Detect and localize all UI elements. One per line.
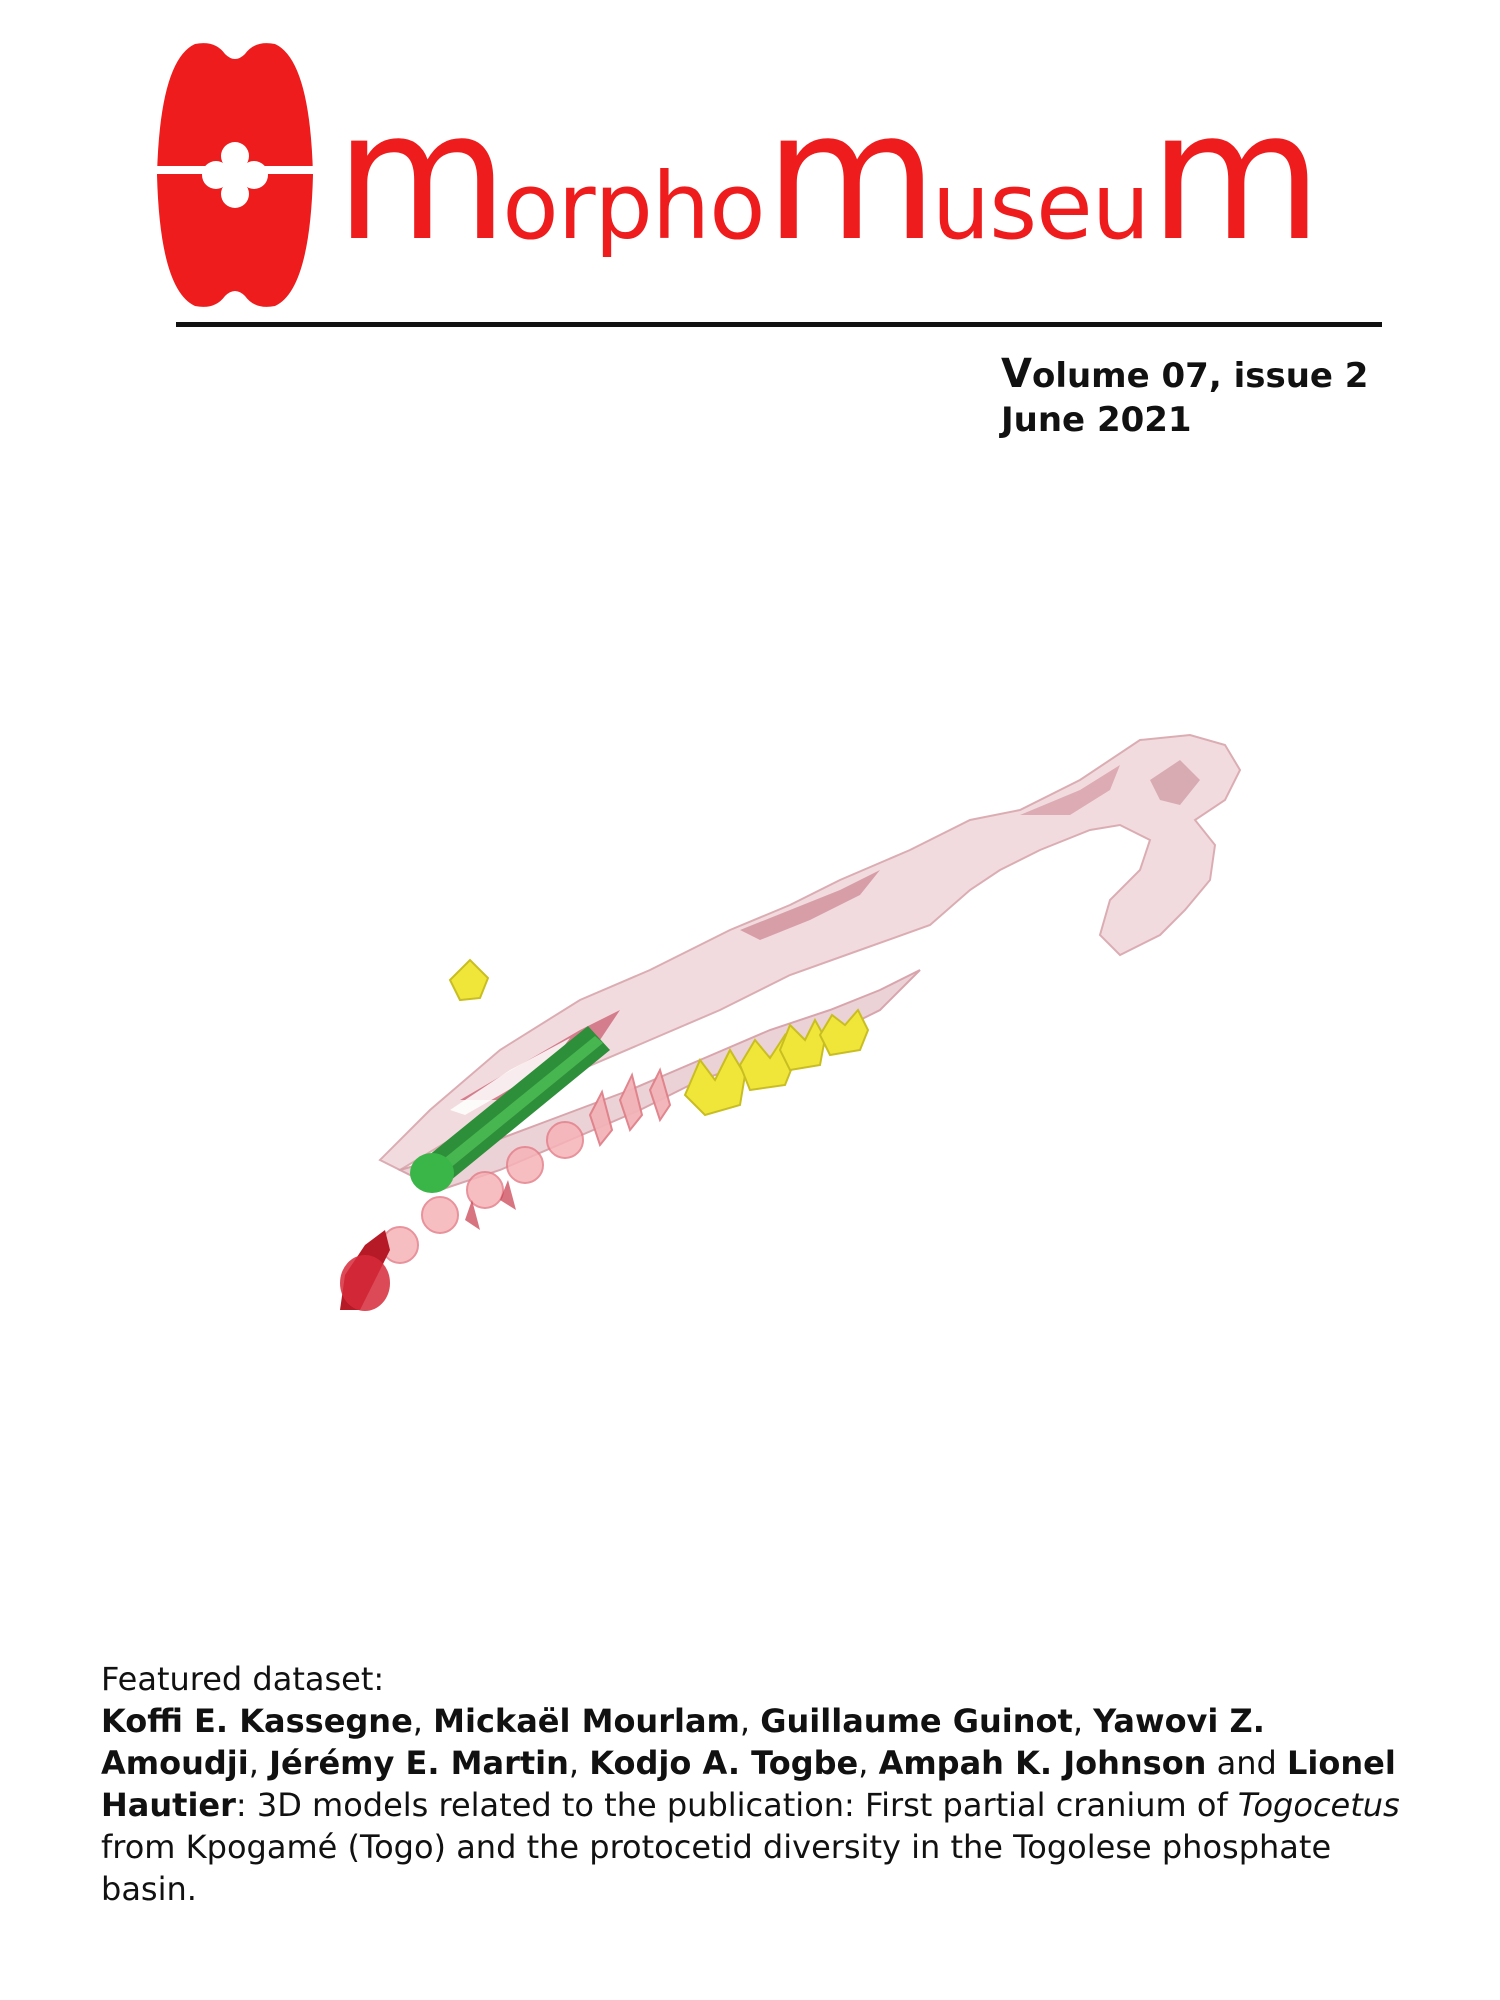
featured-heading: Featured dataset: [101, 1660, 385, 1698]
citation-text: : 3D models related to the publication: First partial cranium of [235, 1786, 1238, 1824]
author-name: Ampah K. Johnson [878, 1744, 1207, 1782]
masthead [155, 40, 1395, 320]
wordmark-m-1: m [335, 73, 503, 280]
wordmark-orpho: orpho [502, 153, 765, 260]
author-name: Kodjo A. Togbe [589, 1744, 859, 1782]
wordmark-m-3: m [1149, 73, 1317, 280]
wordmark-m-2: m [764, 73, 932, 280]
issue-date: June 2021 [1001, 400, 1192, 440]
featured-citation: Koffi E. Kassegne, Mickaël Mourlam, Guillaume Guinot, Yawovi Z. Amoudji, Jérémy E. Martin, Kodjo A. Togbe, Ampah K. Johnson and Lionel Hautier: 3D models related to the publication: First partial cranium of Togocetus from Kpogamé (Togo) and the protocetid diversity in the Togolese phosphate basin. [101, 1702, 1400, 1908]
masthead-divider [176, 322, 1382, 327]
issue-info [1001, 352, 1368, 442]
author-name: Lionel Hautier [101, 1744, 1396, 1824]
author-name: Guillaume Guinot [760, 1702, 1073, 1740]
wordmark-useu: useu [931, 153, 1150, 260]
tooth-cross-section-icon [155, 40, 315, 310]
author-name: Mickaël Mourlam [433, 1702, 740, 1740]
author-name: Koffi E. Kassegne [101, 1702, 413, 1740]
journal-wordmark [335, 73, 1317, 298]
featured-dataset [101, 1658, 1401, 1910]
citation-title-rest: from Kpogamé (Togo) and the protocetid diversity in the Togolese phosphate basin. [101, 1828, 1332, 1908]
author-name: Yawovi Z. Amoudji [101, 1702, 1265, 1782]
volume-line: Volume 07, issue 2 [1001, 351, 1369, 397]
cranium-3d-model-image [320, 720, 1270, 1420]
genus-name: Togocetus [1237, 1786, 1400, 1824]
author-name: Jérémy E. Martin [269, 1744, 569, 1782]
